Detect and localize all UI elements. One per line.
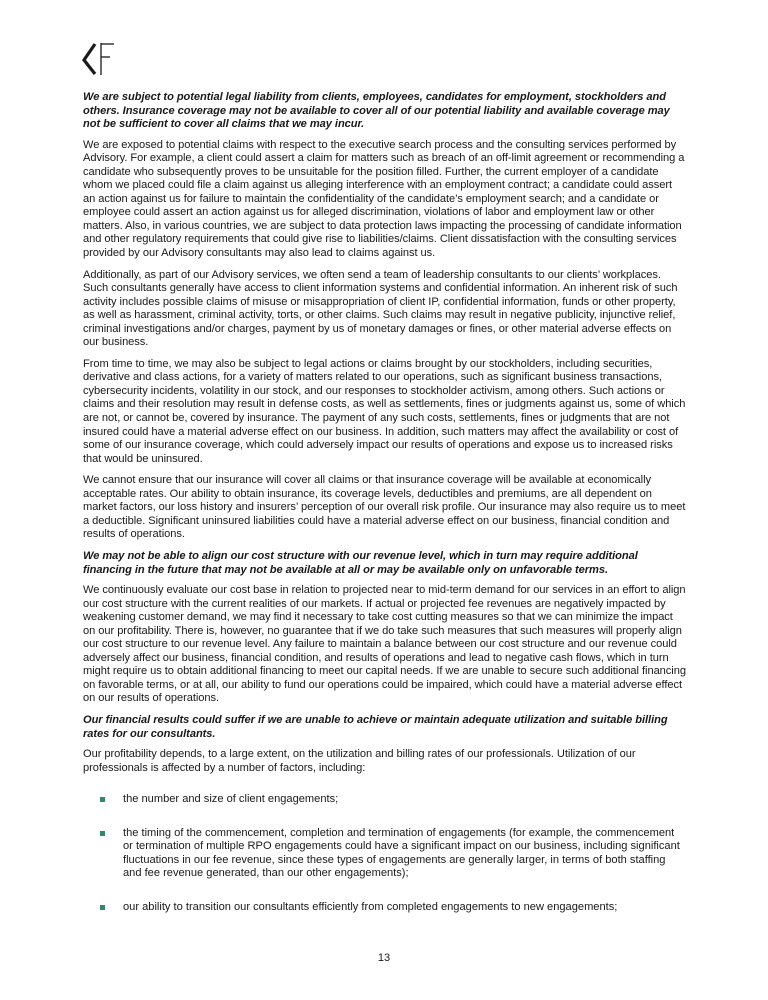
list-item-text: the number and size of client engagements;: [123, 793, 339, 806]
body-paragraph: We continuously evaluate our cost base in relation to projected near to mid-term demand for our services in an effort to align our cost structure with the current realities of our markets. If actual or projected fee revenues are negatively impacted by weakening customer demand, we may find it necessary to take cost cutting measures so that we can minimize the impact on our profitability. There is, however, no guarantee that if we do take such measures that such measures will properly align our cost structure to our revenue level. Any failure to maintain a balance between our cost structure and our revenue could adversely affect our business, financial condition, and results of operations and lead to negative cash flows, which in turn might require us to obtain additional financing to meet our capital needs. If we are unable to secure such additional financing on favorable terms, or at all, our ability to fund our operations could be impaired, which could have a material adverse effect on our results of operations.: [83, 584, 686, 705]
body-paragraph: From time to time, we may also be subject to legal actions or claims brought by our stockholders, including securities, derivative and class actions, for a variety of matters related to our operations, such as significant business transactions, cybersecurity incidents, volatility in our stock, and our responses to stockholder activism, among others. Such actions or claims and their resolution may result in defense costs, as well as settlements, fines or judgments against us, some of which are not, or cannot be, covered by insurance. The payment of any such costs, settlements, fines or judgments that are not insured could have a material adverse effect on our business. In addition, such matters may affect the availability or cost of some of our insurance coverage, which could adversely impact our results of operations and expose us to increased risks that would be uninsured.: [83, 357, 686, 465]
body-paragraph: Additionally, as part of our Advisory services, we often send a team of leadership consultants to our clients’ workplaces. Such consultants generally have access to client information systems and confidential information. An inherent risk of such activity includes possible claims of misuse or misappropriation of client IP, confidential information, funds or other property, as well as harassment, criminal activity, torts, or other claims. Such claims may result in negative publicity, injunctive relief, criminal investigations and/or charges, payment by us of monetary damages or fines, or other material adverse effects on our business.: [83, 268, 678, 349]
body-paragraph: We cannot ensure that our insurance will cover all claims or that insurance coverage will be available at economically acceptable rates. Our ability to obtain insurance, its coverage levels, deductibles and premiums, are all dependent on market factors, our loss history and insurers’ perception of our overall risk profile. Our insurance may also require us to meet a deductible. Significant uninsured liabilities could have a material adverse effect on our business, financial condition and results of operations.: [83, 474, 686, 541]
list-item: [83, 827, 687, 881]
kf-logo-icon: [82, 40, 122, 76]
square-bullet-icon: [100, 831, 105, 836]
section-heading: We may not be able to align our cost structure with our revenue level, which in turn may require additional financing in the future that may not be available at all or may be available only on unfavorable terms.: [83, 549, 638, 576]
list-item: [83, 793, 687, 807]
section-heading: Our financial results could suffer if we are unable to achieve or maintain adequate utilization and suitable billing rates for our consultants.: [83, 713, 668, 740]
body-paragraph: We are exposed to potential claims with respect to the executive search process and the consulting services performed by Advisory. For example, a client could assert a claim for matters such as breach of an off-limit agreement or recommending a candidate who subsequently proves to be unsuitable for the position filled. Further, the current employer of a candidate whom we placed could file a claim against us alleging interference with an employment contract; a candidate could assert an action against us for failure to maintain the confidentiality of the candidate’s employment search; and a candidate or employee could assert an action against us for alleged discrimination, violations of labor and employment law or other matters. Also, in various countries, we are subject to data protection laws impacting the processing of candidate information and other regulatory requirements that could give rise to liabilities/claims. Client dissatisfaction with the consulting services provided by our Advisory consultants may also lead to claims against us.: [83, 138, 685, 260]
document-body: [83, 91, 687, 934]
section-heading: We are subject to potential legal liability from clients, employees, candidates for employment, stockholders and others. Insurance coverage may not be available to cover all of our potential liability and available coverage may not be sufficient to cover all claims that we may incur.: [83, 91, 670, 131]
square-bullet-icon: [100, 905, 105, 910]
list-item-text: our ability to transition our consultants efficiently from completed engagements to new engagements;: [123, 900, 618, 913]
page-number: 13: [377, 952, 391, 964]
body-paragraph: Our profitability depends, to a large extent, on the utilization and billing rates of our professionals. Utilization of our professionals is affected by a number of factors, including:: [83, 748, 636, 774]
list-item-text: the timing of the commencement, completion and termination of engagements (for example, the commencement or termination of multiple RPO engagements could have a significant impact on our business, including significant fluctuations in our fee revenue, since these types of engagements are generally larger, in terms of both staffing and fee revenue generated, than our other engagements);: [123, 826, 680, 880]
square-bullet-icon: [100, 797, 105, 802]
bullet-list: [83, 793, 687, 914]
list-item: [83, 901, 687, 915]
